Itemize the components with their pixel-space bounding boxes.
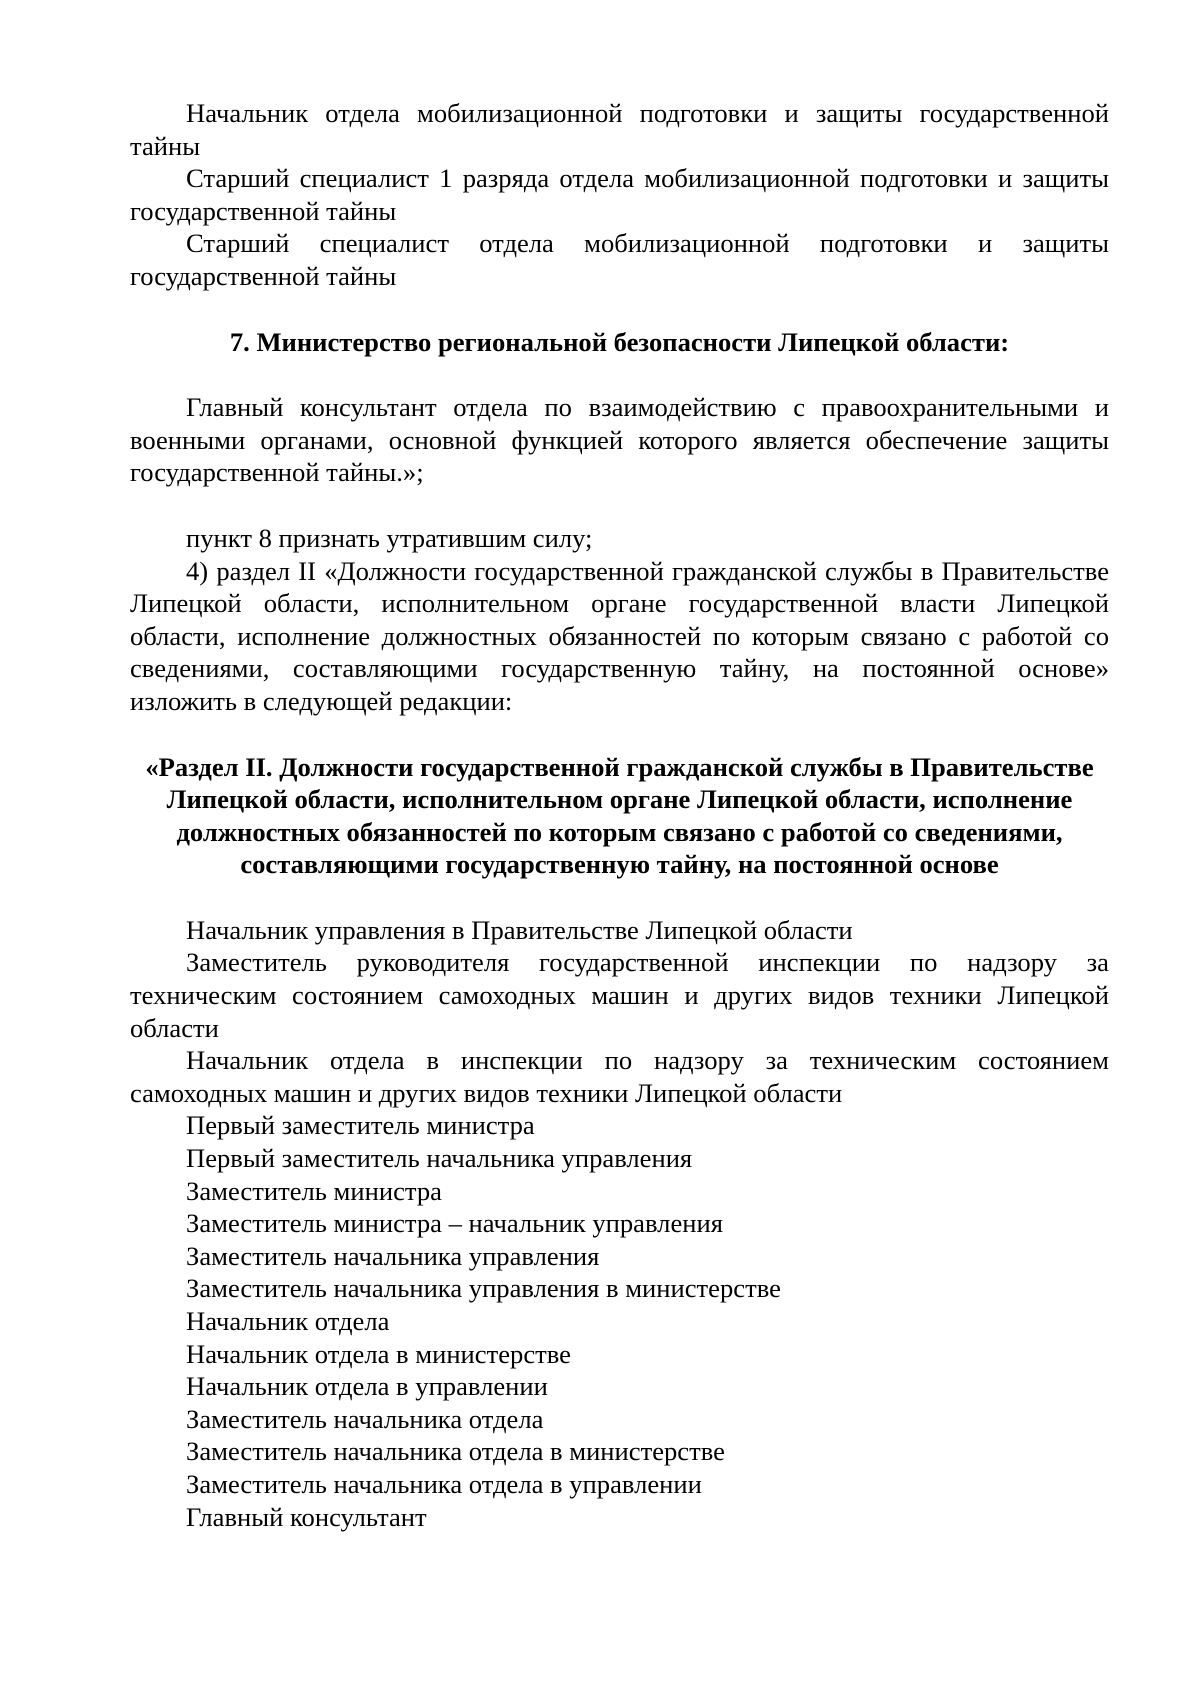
amendment-point-8: пункт 8 признать утратившим силу; (186, 522, 593, 553)
section-2-heading: «Раздел II. Должности государственной гражданской службы в Правительстве Липецкой области, исполнительном органе Липецкой области, исполнение должностных обязанностей по которым связано с работой со сведениями, составляющими государственную тайну, на постоянной основе (145, 751, 1094, 880)
position-item: Старший специалист 1 разряда отдела мобилизационной подготовки и защиты государственной тайны (130, 163, 1109, 226)
position-item: Заместитель министра – начальник управления (186, 1208, 723, 1239)
spacer (130, 489, 1109, 522)
position-item: Главный консультант отдела по взаимодействию с правоохранительными и военными органами, основной функцией которого является обеспечение защиты государственной тайны.»; (130, 392, 1109, 488)
position-item: Старший специалист отдела мобилизационной подготовки и защиты государственной тайны (130, 228, 1109, 291)
position-item: Первый заместитель министра (186, 1110, 535, 1141)
position-item: Первый заместитель начальника управления (186, 1143, 693, 1174)
position-item: Заместитель начальника управления (186, 1240, 600, 1271)
spacer (130, 881, 1109, 914)
position-item: Заместитель руководителя государственной инспекции по надзору за техническим состоянием самоходных машин и других видов техники Липецкой области (130, 947, 1109, 1043)
position-item: Заместитель министра (186, 1175, 442, 1206)
position-item: Заместитель начальника отдела (186, 1403, 544, 1434)
amendment-point-4: 4) раздел II «Должности государственной гражданской службы в Правительстве Липецкой области, исполнительном органе государственной власти Липецкой области, исполнение должностных обязанностей по которым связано с работой со сведениями, составляющими государственную тайну, на постоянной основе» изложить в следующей редакции: (130, 555, 1109, 716)
position-item: Начальник отдела в управлении (186, 1371, 548, 1402)
position-item: Начальник отдела в инспекции по надзору за техническим состоянием самоходных машин и других видов техники Липецкой области (130, 1045, 1109, 1108)
position-item: Заместитель начальника отдела в управлении (186, 1468, 702, 1499)
position-item: Начальник отдела (186, 1306, 390, 1336)
position-item: Начальник отдела в министерстве (186, 1338, 571, 1369)
spacer (130, 293, 1109, 326)
section-7-heading: 7. Министерство региональной безопасности Липецкой области: (229, 326, 1010, 357)
spacer (130, 718, 1109, 751)
position-item: Заместитель начальника управления в министерстве (186, 1273, 781, 1304)
document-page (130, 97, 1109, 1533)
spacer (130, 358, 1109, 391)
position-item: Главный консультант (186, 1501, 427, 1532)
position-item: Начальник управления в Правительстве Липецкой области (186, 914, 853, 945)
position-item: Заместитель начальника отдела в министерстве (186, 1436, 725, 1467)
position-item: Начальник отдела мобилизационной подготовки и защиты государственной тайны (130, 98, 1109, 161)
